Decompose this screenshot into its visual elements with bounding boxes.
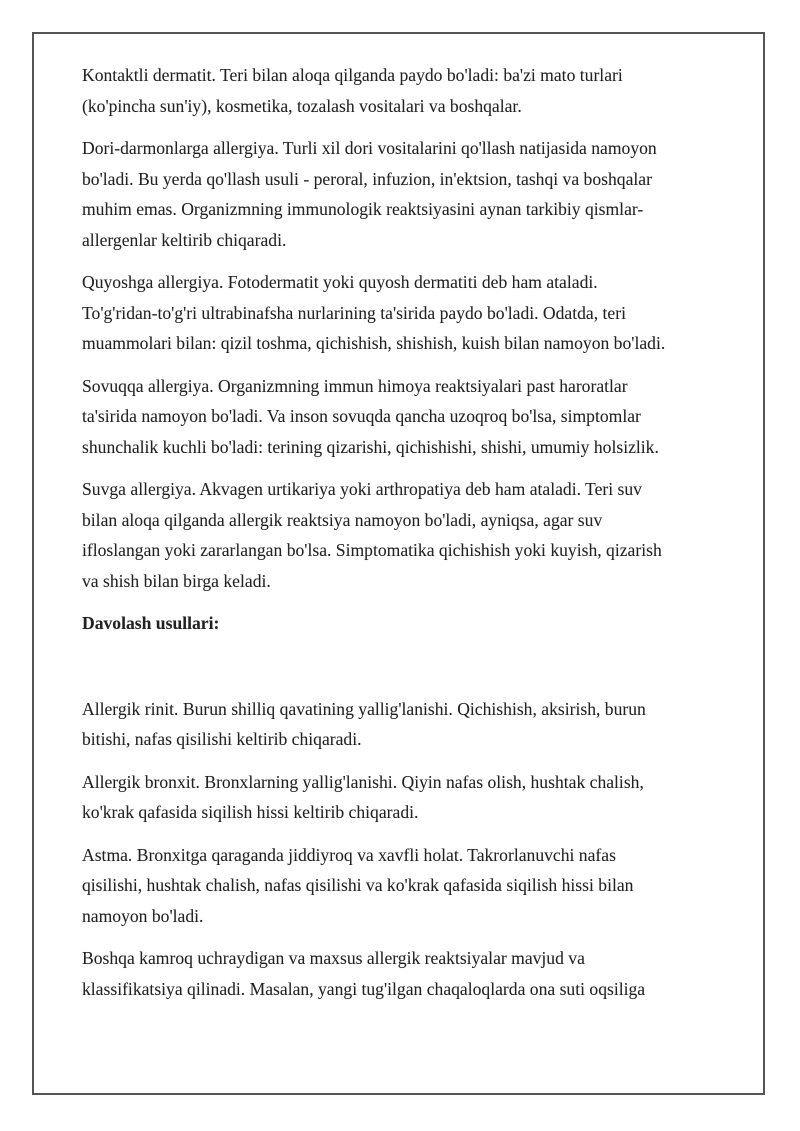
text-line: Suvga allergiya. Akvagen urtikariya yoki arthropatiya deb ham ataladi. Teri suv [82, 479, 642, 499]
paragraph-drug-allergy [82, 133, 742, 255]
document-body [82, 60, 742, 1016]
paragraph-asthma [82, 840, 742, 932]
text-line: Allergik rinit. Burun shilliq qavatining yallig'lanishi. Qichishish, aksirish, burun [82, 698, 646, 719]
text-line: bilan aloqa qilganda allergik reaktsiya namoyon bo'ladi, ayniqsa, agar suv [82, 509, 603, 530]
text-line: klassifikatsiya qilinadi. Masalan, yangi tug'ilgan chaqaloqlarda ona suti oqsiliga [82, 978, 646, 999]
text-line: Quyoshga allergiya. Fotodermatit yoki quyosh dermatiti deb ham ataladi. [82, 272, 598, 292]
text-line: bitishi, nafas qisilishi keltirib chiqaradi. [82, 729, 362, 749]
text-line: Kontaktli dermatit. Teri bilan aloqa qilganda paydo bo'ladi: ba'zi mato turlari [82, 65, 623, 85]
text-line: muammolari bilan: qizil toshma, qichishish, shishish, kuish bilan namoyon bo'ladi. [82, 333, 666, 353]
paragraph-contact-dermatitis [82, 60, 742, 121]
text-line: shunchalik kuchli bo'ladi: terining qizarishi, qichishishi, shishi, umumiy holsizlik. [82, 436, 659, 457]
text-line: Astma. Bronxitga qaraganda jiddiyroq va xavfli holat. Takrorlanuvchi nafas [82, 844, 616, 865]
text-line: ifloslangan yoki zararlangan bo'lsa. Simptomatika qichishish yoki kuyish, qizarish [82, 540, 662, 560]
paragraph-allergic-rhinitis [82, 694, 742, 755]
paragraph-sun-allergy [82, 267, 742, 359]
text-line: Sovuqqa allergiya. Organizmning immun himoya reaktsiyalari past haroratlar [82, 375, 628, 396]
text-line: namoyon bo'ladi. [82, 905, 204, 926]
section-heading: Davolash usullari: [82, 613, 220, 633]
blank-space [82, 651, 742, 694]
text-line: To'g'ridan-to'g'ri ultrabinafsha nurlarining ta'sirida paydo bo'ladi. Odatda, teri [82, 302, 626, 323]
text-line: allergenlar keltirib chiqaradi. [82, 229, 287, 250]
paragraph-water-allergy [82, 474, 742, 596]
paragraph-allergic-bronchitis [82, 767, 742, 828]
text-line: (ko'pincha sun'iy), kosmetika, tozalash vositalari va boshqalar. [82, 95, 522, 116]
text-line: ko'krak qafasida siqilish hissi keltirib chiqaradi. [82, 802, 419, 822]
text-line: bo'ladi. Bu yerda qo'llash usuli - peroral, infuzion, in'ektsion, tashqi va boshqalar [82, 168, 652, 189]
text-line: Allergik bronxit. Bronxlarning yallig'lanishi. Qiyin nafas olish, hushtak chalish, [82, 771, 644, 792]
text-line: Boshqa kamroq uchraydigan va maxsus allergik reaktsiyalar mavjud va [82, 948, 585, 968]
text-line: ta'sirida namoyon bo'ladi. Va inson sovuqda qancha uzoqroq bo'lsa, simptomlar [82, 406, 641, 426]
text-line: qisilishi, hushtak chalish, nafas qisilishi va ko'krak qafasida siqilish hissi bilan [82, 875, 634, 895]
paragraph-other-reactions [82, 943, 742, 1004]
paragraph-cold-allergy [82, 371, 742, 463]
text-line: muhim emas. Organizmning immunologik reaktsiyasini aynan tarkibiy qismlar- [82, 199, 644, 219]
text-line: Dori-darmonlarga allergiya. Turli xil dori vositalarini qo'llash natijasida namoyon [82, 138, 657, 158]
text-line: va shish bilan birga keladi. [82, 570, 271, 591]
